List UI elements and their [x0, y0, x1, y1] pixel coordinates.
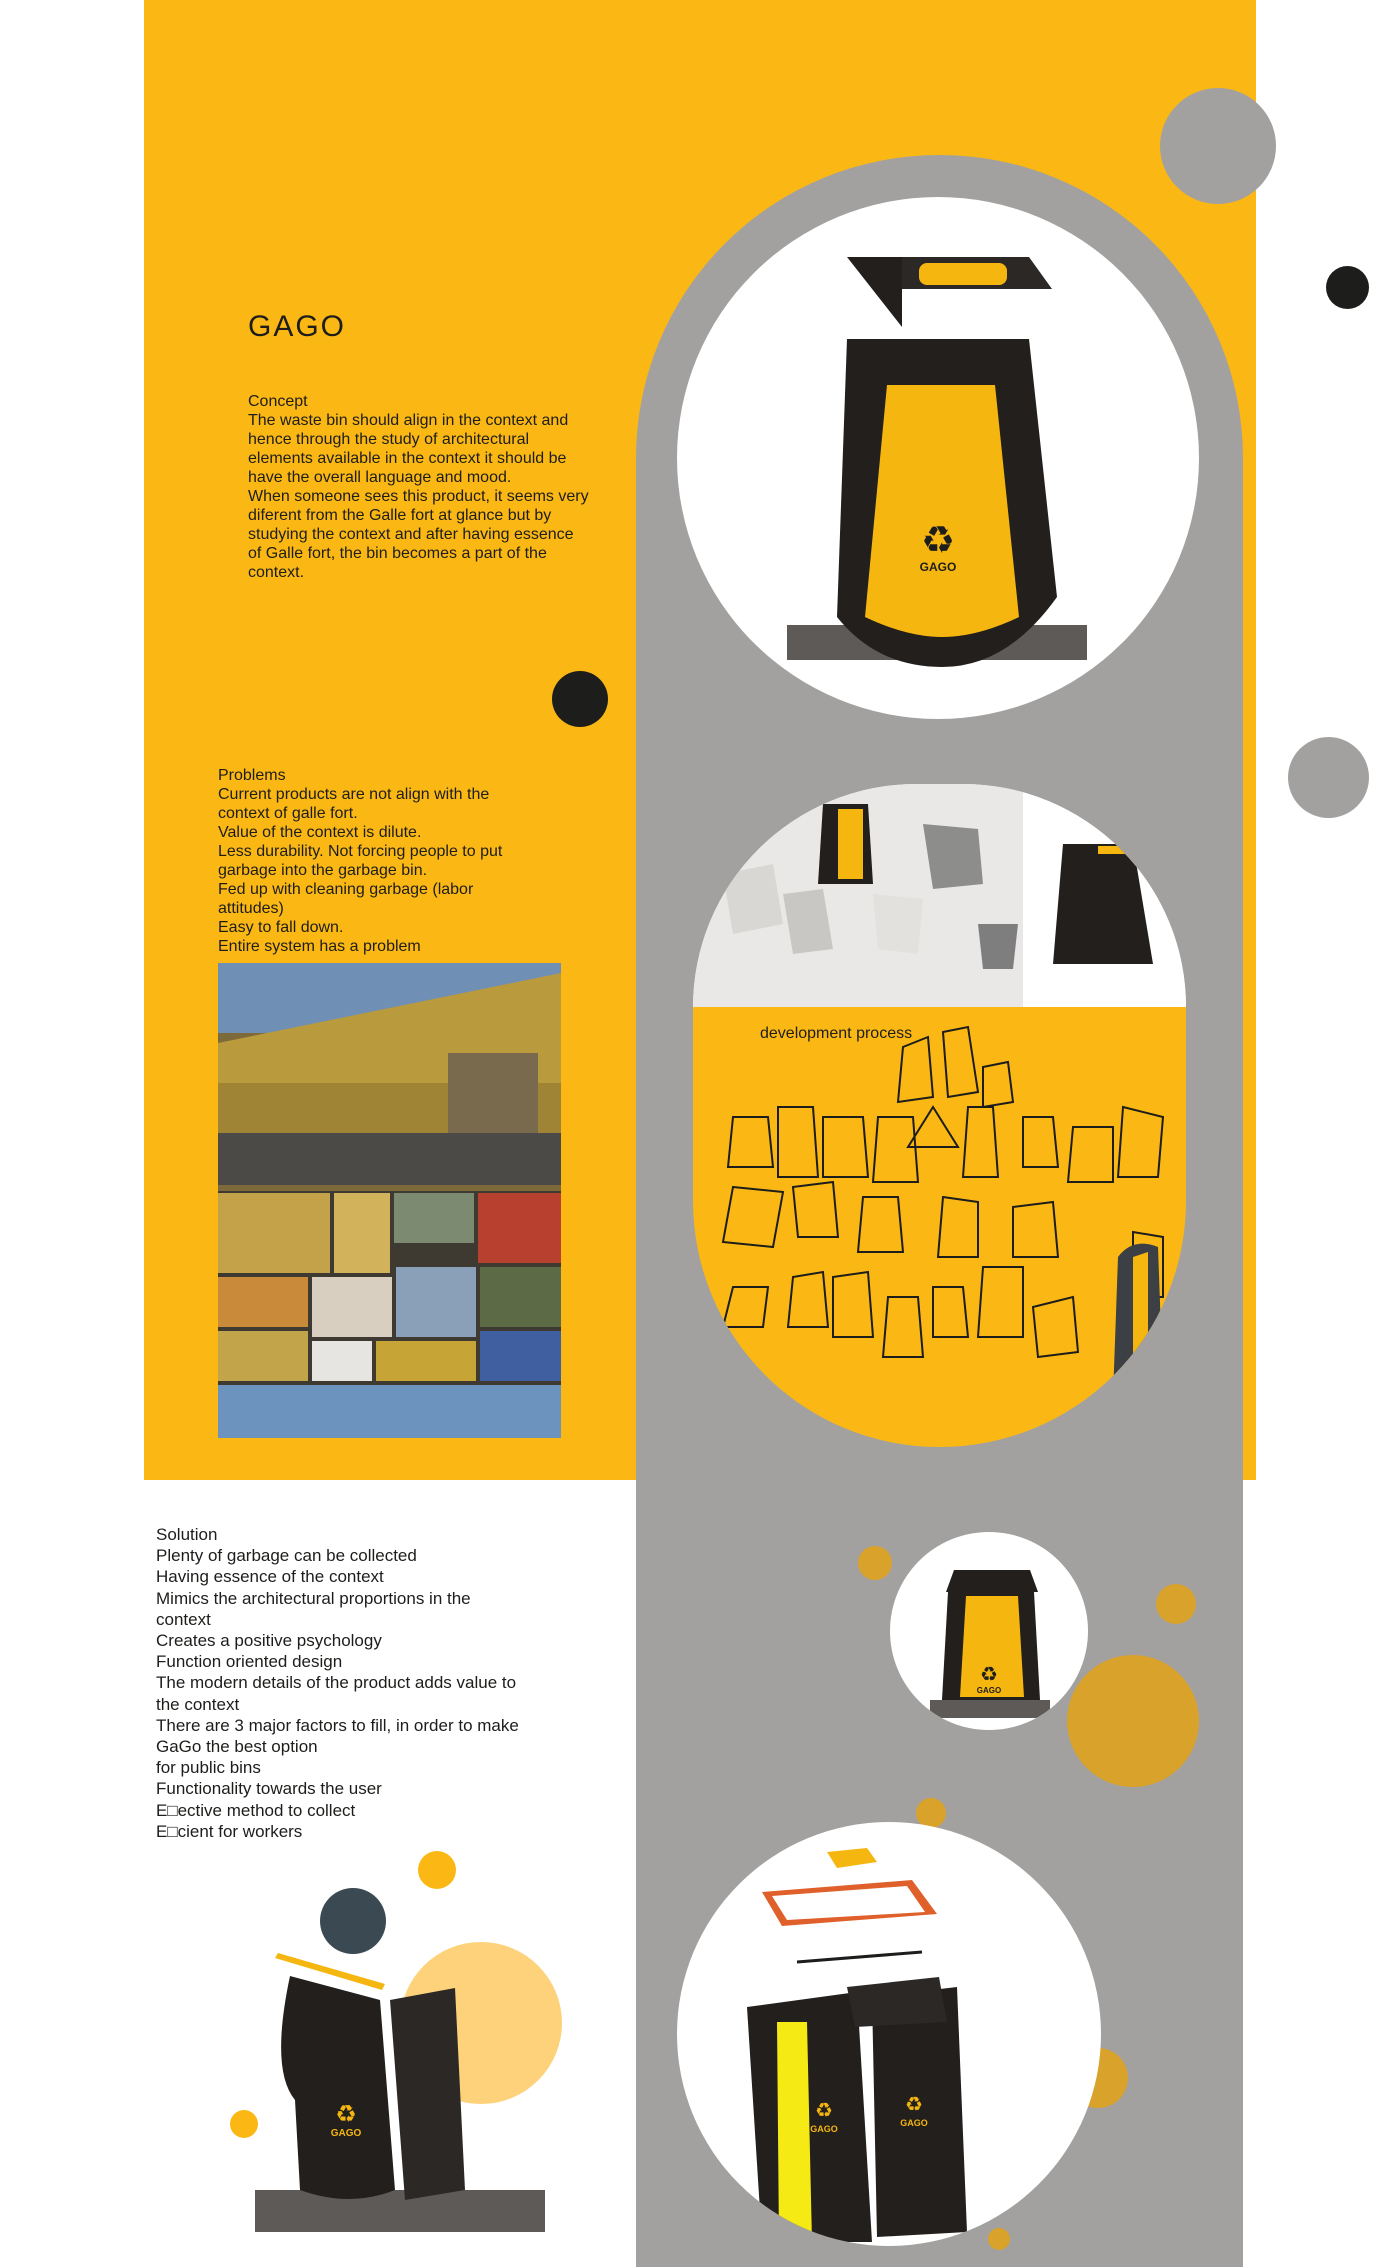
hero-bin-illustration	[677, 197, 1199, 719]
small-bin-illustration	[890, 1532, 1088, 1730]
concept-line: elements available in the context it should be	[248, 450, 567, 467]
solution-line: for public bins	[156, 1758, 261, 1778]
solution-line: context	[156, 1609, 211, 1629]
solution-line: Function oriented design	[156, 1652, 343, 1672]
solution-text	[156, 1524, 568, 1842]
concept-line: Concept	[248, 393, 308, 410]
problems-line: Fed up with cleaning garbage (labor	[218, 881, 474, 898]
concept-line: studying the context and after having essence	[248, 526, 574, 543]
solution-line: There are 3 major factors to fill, in order to make	[156, 1715, 519, 1735]
small-logo-text: GAGO	[976, 1686, 1002, 1695]
solution-line: E□cient for workers	[156, 1821, 303, 1841]
solution-line: Having essence of the context	[156, 1567, 384, 1587]
problems-line: Value of the context is dilute.	[218, 824, 422, 841]
exploded-logo-text-b: GAGO	[900, 2118, 928, 2128]
solution-line: E□ective method to collect	[156, 1800, 356, 1820]
problems-line: Easy to fall down.	[218, 919, 344, 936]
product-disc-small	[890, 1532, 1088, 1730]
open-bin-render	[230, 1950, 560, 2250]
deco-circle-mustard-g	[418, 1851, 456, 1889]
recycle-icon: ♻	[980, 1664, 998, 1686]
concept-line: diferent from the Galle fort at glance but by	[248, 507, 552, 524]
problems-line: Less durability. Not forcing people to put	[218, 843, 503, 860]
deco-circle-gray-right	[1288, 737, 1369, 818]
concept-line: When someone sees this product, it seems very	[248, 488, 589, 505]
development-process-label: development process	[760, 1025, 913, 1042]
problems-line: Current products are not align with the	[218, 786, 490, 803]
white-margin-left	[0, 0, 144, 1480]
problems-line: context of galle fort.	[218, 805, 358, 822]
context-photo-collage	[218, 963, 561, 1438]
problems-line: Entire system has a problem	[218, 938, 421, 955]
deco-circle-gray-top	[1160, 88, 1276, 204]
concept-text	[248, 392, 605, 582]
problems-text	[218, 766, 561, 956]
exploded-logo-text-a: GAGO	[810, 2124, 838, 2134]
section-divider	[0, 720, 144, 730]
deco-circle-mustard-a	[858, 1546, 892, 1580]
solution-line: GaGo the best option	[156, 1737, 318, 1757]
open-bin-logo-text: GAGO	[330, 2128, 362, 2139]
problems-line: garbage into the garbage bin.	[218, 862, 428, 879]
concept-line: hence through the study of architectural	[248, 431, 530, 448]
concept-line: of Galle fort, the bin becomes a part of the	[248, 545, 547, 562]
deco-circle-mustard-f	[988, 2228, 1010, 2250]
recycle-icon: ♻	[815, 2100, 833, 2122]
recycle-icon: ♻	[905, 2094, 923, 2116]
solution-line: The modern details of the product adds value to	[156, 1673, 517, 1693]
problems-line: attitudes)	[218, 900, 284, 917]
deco-circle-black-mid	[552, 671, 608, 727]
concept-line: The waste bin should align in the context and	[248, 412, 569, 429]
recycle-icon: ♻	[920, 520, 956, 562]
hero-product-disc	[677, 197, 1199, 719]
problems-line: Problems	[218, 767, 286, 784]
solution-line: the context	[156, 1694, 240, 1714]
exploded-bin-illustration	[677, 1822, 1101, 2246]
page-title: GAGO	[248, 310, 347, 343]
solution-line: Plenty of garbage can be collected	[156, 1546, 417, 1566]
solution-line: Creates a positive psychology	[156, 1631, 382, 1651]
hero-logo-text: GAGO	[919, 560, 957, 574]
deco-circle-black-small	[1326, 266, 1369, 309]
recycle-icon: ♻	[335, 2101, 357, 2128]
concept-line: context.	[248, 564, 305, 581]
solution-line: Mimics the architectural proportions in the	[156, 1588, 471, 1608]
concept-line: have the overall language and mood.	[248, 469, 512, 486]
solution-line: Solution	[156, 1525, 218, 1544]
solution-line: Functionality towards the user	[156, 1779, 382, 1799]
deco-circle-mustard-c	[1067, 1655, 1199, 1787]
deco-circle-mustard-b	[1156, 1584, 1196, 1624]
exploded-product-disc	[677, 1822, 1101, 2246]
deco-circle-slate	[320, 1888, 386, 1954]
